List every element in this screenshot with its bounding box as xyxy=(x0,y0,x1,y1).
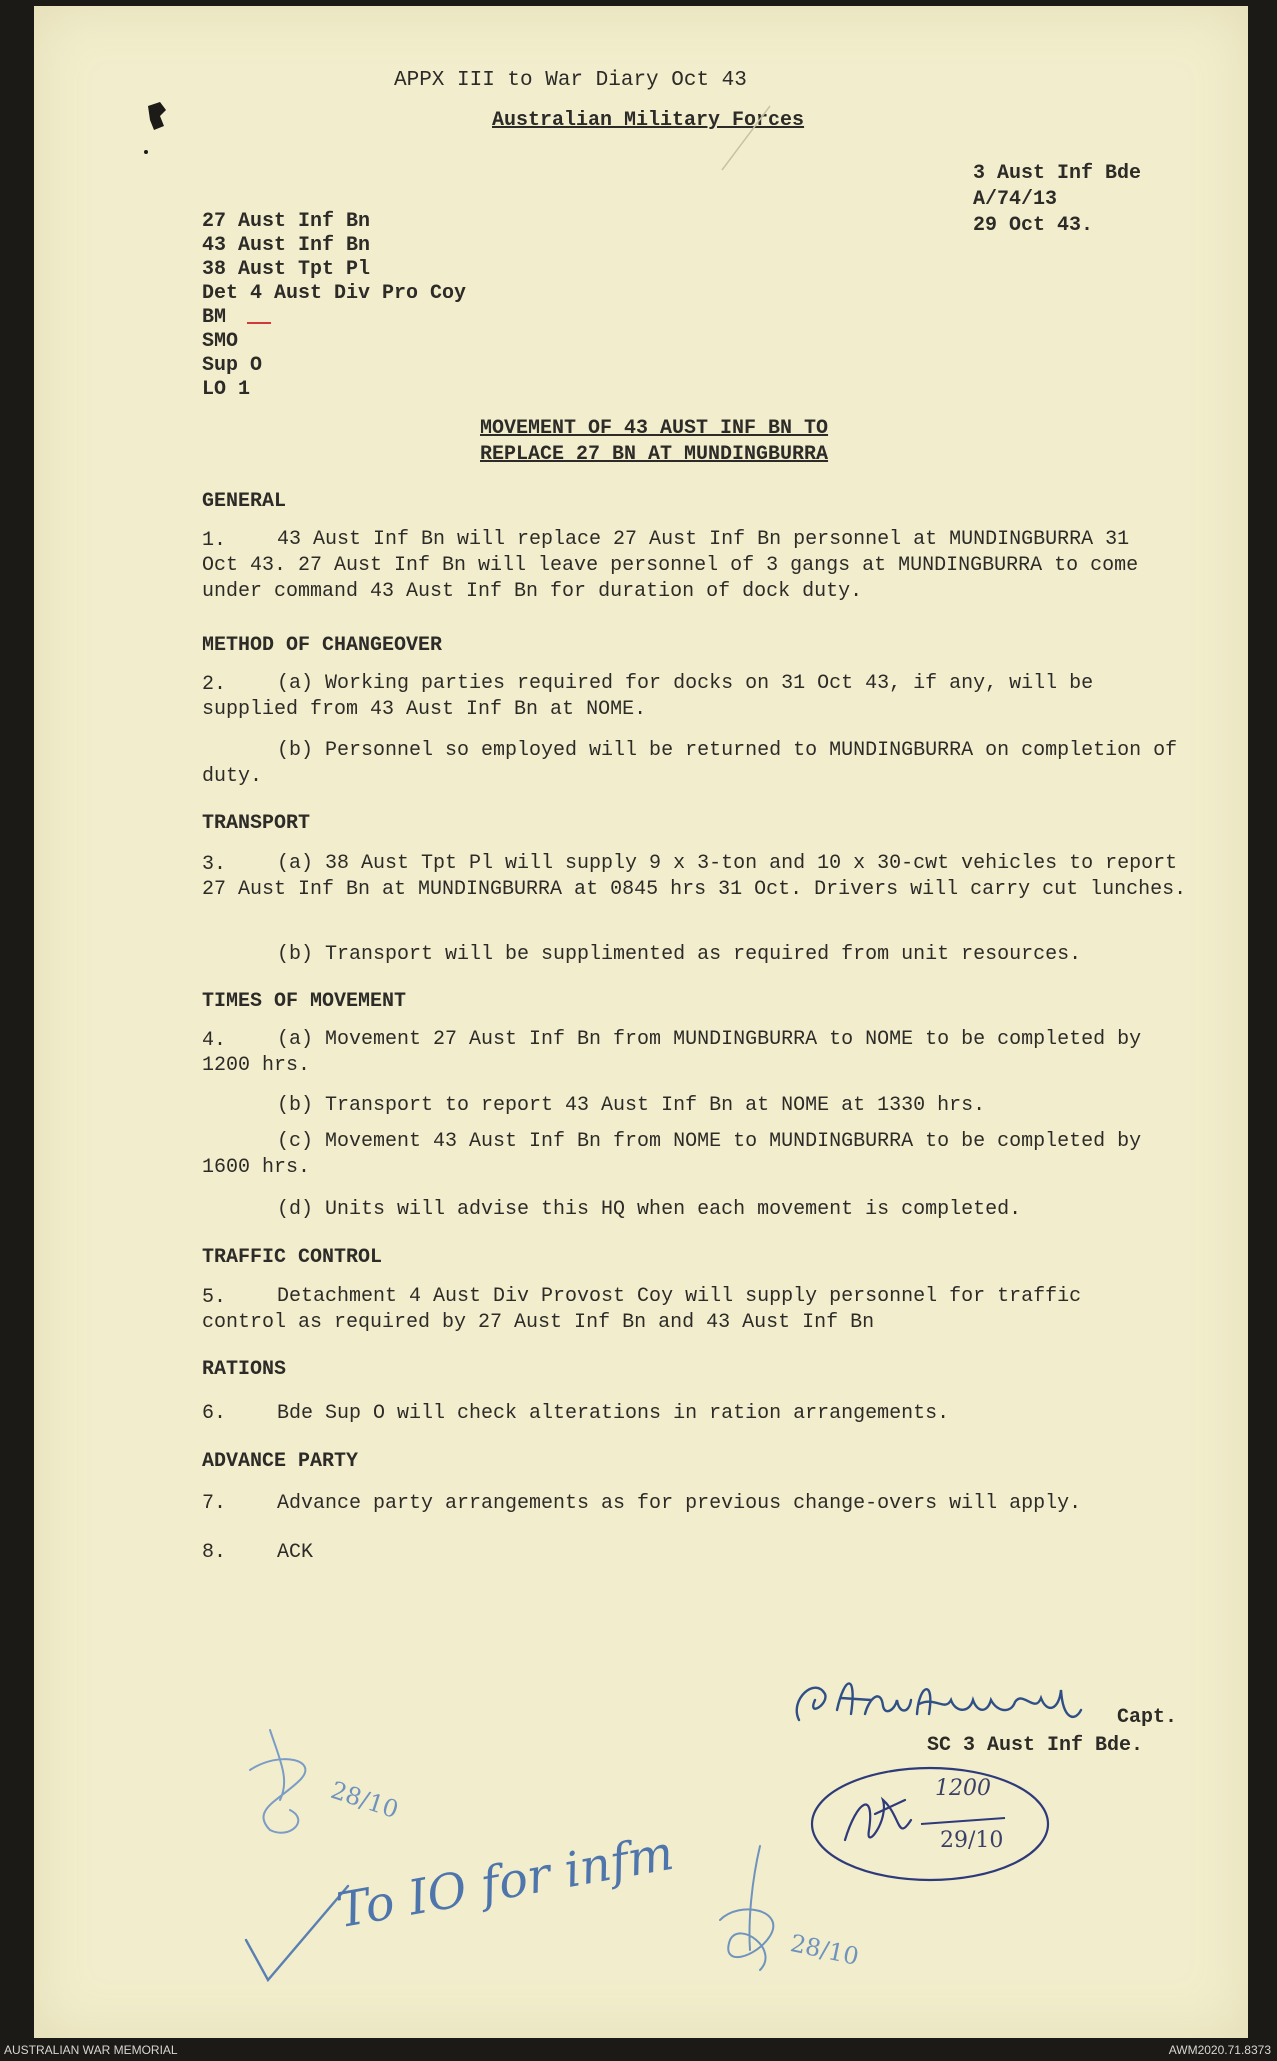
para-5-number: 5. xyxy=(202,1286,227,1309)
heading-traffic: TRAFFIC CONTROL xyxy=(202,1246,383,1269)
heading-rations: RATIONS xyxy=(202,1358,287,1381)
para-8-number: 8. xyxy=(202,1541,227,1564)
para-3b-text: (b) Transport will be supplimented as required from unit resources. xyxy=(277,943,1082,966)
para-4b-text: (b) Transport to report 43 Aust Inf Bn at NOME at 1330 hrs. xyxy=(277,1094,986,1117)
para-2b-text: (b) Personnel so employed will be returned to MUNDINGBURRA on completion of duty. xyxy=(202,739,1178,788)
distribution-item: BM xyxy=(202,306,227,329)
distribution-item: SMO xyxy=(202,330,239,353)
organisation-heading: Australian Military Forces xyxy=(492,109,805,132)
para-4-number: 4. xyxy=(202,1029,227,1052)
subject-line-2: REPLACE 27 BN AT MUNDINGBURRA xyxy=(480,443,829,466)
heading-advance-party: ADVANCE PARTY xyxy=(202,1450,359,1473)
para-6-number: 6. xyxy=(202,1402,227,1425)
signatory-rank: Capt. xyxy=(1117,1706,1178,1729)
para-3-number: 3. xyxy=(202,853,227,876)
para-8-text: ACK xyxy=(277,1541,314,1564)
distribution-list xyxy=(202,212,466,404)
distribution-item: 38 Aust Tpt Pl xyxy=(202,258,371,281)
red-tick-mark xyxy=(245,320,275,326)
heading-transport: TRANSPORT xyxy=(202,812,311,835)
appendix-title: APPX III to War Diary Oct 43 xyxy=(394,69,747,92)
subject-line-1: MOVEMENT OF 43 AUST INF BN TO xyxy=(480,417,829,440)
distribution-item: Sup O xyxy=(202,354,263,377)
footer-accession-number: AWM2020.71.8373 xyxy=(1168,2043,1271,2057)
paper-fold-mark xyxy=(700,100,780,180)
heading-general: GENERAL xyxy=(202,490,287,513)
heading-method: METHOD OF CHANGEOVER xyxy=(202,634,443,657)
para-7-number: 7. xyxy=(202,1492,227,1515)
heading-times: TIMES OF MOVEMENT xyxy=(202,990,407,1013)
para-3a-text: (a) 38 Aust Tpt Pl will supply 9 x 3-ton and 10 x 30-cwt vehicles to report 27 Aust Inf Bn at MUNDINGBURRA at 0845 hrs 31 Oct. Drivers will carry cut lunches. xyxy=(202,852,1187,901)
para-6-text: Bde Sup O will check alterations in ration arrangements. xyxy=(277,1402,950,1425)
para-7-text: Advance party arrangements as for previous change-overs will apply. xyxy=(277,1492,1082,1515)
para-2a-text: (a) Working parties required for docks on 31 Oct 43, if any, will be supplied from 43 Aust Inf Bn at NOME. xyxy=(202,672,1094,721)
distribution-item: 27 Aust Inf Bn xyxy=(202,210,371,233)
distribution-item: Det 4 Aust Div Pro Coy xyxy=(202,282,467,305)
para-1-number: 1. xyxy=(202,529,227,552)
pencil-date-left: 28/10 xyxy=(327,1775,402,1825)
signatory-appointment: SC 3 Aust Inf Bde. xyxy=(927,1734,1144,1757)
sender-unit: 3 Aust Inf Bde xyxy=(973,162,1142,185)
pencil-note-io: To IO for infm xyxy=(332,1824,678,1940)
pencil-date-right: 28/10 xyxy=(787,1929,862,1971)
pencil-initials-right xyxy=(690,1840,810,1990)
para-1-text: 43 Aust Inf Bn will replace 27 Aust Inf Bn personnel at MUNDINGBURRA 31 Oct 43. 27 Aust Inf Bn will leave personnel of 3 gangs at MUNDINGBURRA to come under command 43 Aust Inf Bn for duration of dock duty. xyxy=(202,528,1139,603)
received-stamp xyxy=(805,1760,1055,1890)
file-reference: A/74/13 xyxy=(973,188,1058,211)
punch-mark-icon xyxy=(140,100,180,160)
document-date: 29 Oct 43. xyxy=(973,214,1094,237)
distribution-item: LO 1 xyxy=(202,378,251,401)
para-4a-text: (a) Movement 27 Aust Inf Bn from MUNDINGBURRA to NOME to be completed by 1200 hrs. xyxy=(202,1028,1142,1077)
stamp-date: 29/10 xyxy=(940,1828,1004,1853)
footer-institution: AUSTRALIAN WAR MEMORIAL xyxy=(4,2043,178,2057)
para-2-number: 2. xyxy=(202,673,227,696)
para-4c-text: (c) Movement 43 Aust Inf Bn from NOME to MUNDINGBURRA to be completed by 1600 hrs. xyxy=(202,1130,1142,1179)
stamp-time: 1200 xyxy=(935,1776,991,1801)
handwritten-signature xyxy=(785,1670,1145,1740)
para-4d-text: (d) Units will advise this HQ when each movement is completed. xyxy=(277,1198,1022,1221)
para-5-text: Detachment 4 Aust Div Provost Coy will supply personnel for traffic control as required by 27 Aust Inf Bn and 43 Aust Inf Bn xyxy=(202,1285,1082,1334)
distribution-item: 43 Aust Inf Bn xyxy=(202,234,371,257)
